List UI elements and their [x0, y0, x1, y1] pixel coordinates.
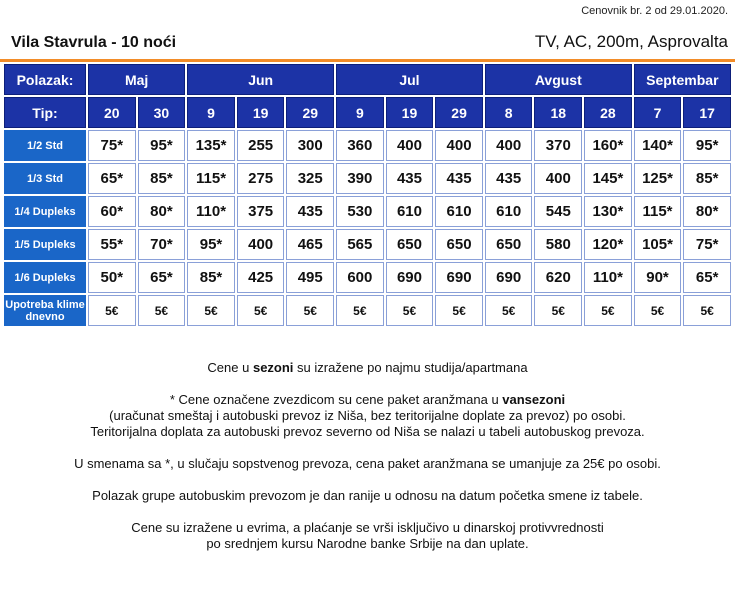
table-row	[4, 130, 731, 161]
price-table	[2, 62, 733, 328]
price-cell: 160*	[584, 130, 632, 161]
price-cell: 5€	[386, 295, 434, 326]
price-cell: 5€	[138, 295, 186, 326]
page-subtitle: TV, AC, 200m, Asprovalta	[534, 32, 728, 51]
price-cell: 465	[286, 229, 334, 260]
price-cell: 5€	[88, 295, 136, 326]
price-cell: 610	[386, 196, 434, 227]
room-type-label: 1/2 Std	[4, 130, 86, 161]
price-cell: 5€	[286, 295, 334, 326]
price-cell: 5€	[237, 295, 285, 326]
price-cell: 690	[485, 262, 533, 293]
price-cell: 530	[336, 196, 384, 227]
price-cell: 600	[336, 262, 384, 293]
price-cell: 60*	[88, 196, 136, 227]
day-header-row	[4, 97, 731, 128]
departure-day: 29	[435, 97, 483, 128]
room-type-label: Upotreba klime dnevno	[4, 295, 86, 326]
price-cell: 690	[386, 262, 434, 293]
price-cell: 140*	[634, 130, 682, 161]
price-cell: 130*	[584, 196, 632, 227]
month-header-row	[4, 64, 731, 95]
departure-day: 30	[138, 97, 186, 128]
price-cell: 125*	[634, 163, 682, 194]
departure-day: 8	[485, 97, 533, 128]
price-cell: 650	[435, 229, 483, 260]
price-cell: 400	[435, 130, 483, 161]
note-season: Cene u sezoni su izražene po najmu studija/apartmana	[207, 360, 528, 375]
price-cell: 610	[485, 196, 533, 227]
price-cell: 95*	[138, 130, 186, 161]
page-title: Vila Stavrula - 10 noći	[11, 34, 177, 51]
price-cell: 425	[237, 262, 285, 293]
price-cell: 80*	[683, 196, 731, 227]
price-cell: 435	[435, 163, 483, 194]
price-cell: 75*	[88, 130, 136, 161]
price-cell: 435	[485, 163, 533, 194]
price-cell: 75*	[683, 229, 731, 260]
price-cell: 370	[534, 130, 582, 161]
price-cell: 5€	[534, 295, 582, 326]
price-cell: 400	[386, 130, 434, 161]
month-header: Septembar	[634, 64, 731, 95]
price-cell: 105*	[634, 229, 682, 260]
price-cell: 435	[386, 163, 434, 194]
price-cell: 580	[534, 229, 582, 260]
price-cell: 115*	[634, 196, 682, 227]
price-cell: 5€	[584, 295, 632, 326]
price-cell: 360	[336, 130, 384, 161]
price-cell: 85*	[187, 262, 235, 293]
tip-label: Tip:	[4, 97, 86, 128]
price-cell: 565	[336, 229, 384, 260]
price-cell: 390	[336, 163, 384, 194]
price-cell: 115*	[187, 163, 235, 194]
departure-day: 17	[683, 97, 731, 128]
price-cell: 5€	[683, 295, 731, 326]
price-cell: 650	[485, 229, 533, 260]
price-cell: 50*	[88, 262, 136, 293]
price-cell: 65*	[88, 163, 136, 194]
price-cell: 135*	[187, 130, 235, 161]
table-row	[4, 262, 731, 293]
departure-day: 9	[336, 97, 384, 128]
price-cell: 65*	[683, 262, 731, 293]
price-cell: 95*	[187, 229, 235, 260]
price-cell: 690	[435, 262, 483, 293]
price-cell: 110*	[584, 262, 632, 293]
price-cell: 620	[534, 262, 582, 293]
departure-day: 29	[286, 97, 334, 128]
price-cell: 5€	[187, 295, 235, 326]
note-offseason: * Cene označene zvezdicom su cene paket aranžmana u vansezoni (uračunat smeštaj i autobuski prevoz iz Niša, bez teritorijalne doplate za prevoz) po osobi. Teritorijalna doplata za autobuski prevoz severno od Niša se nalazi u tabeli autobuskog prevoza.	[90, 392, 645, 439]
price-cell: 650	[386, 229, 434, 260]
table-row	[4, 163, 731, 194]
price-cell: 325	[286, 163, 334, 194]
note-own-transport: U smenama sa *, u slučaju sopstvenog prevoza, cena paket aranžmana se umanjuje za 25€ po osobi.	[74, 456, 661, 471]
price-cell: 495	[286, 262, 334, 293]
departure-day: 7	[634, 97, 682, 128]
room-type-label: 1/6 Dupleks	[4, 262, 86, 293]
price-cell: 65*	[138, 262, 186, 293]
price-cell: 80*	[138, 196, 186, 227]
departure-day: 19	[386, 97, 434, 128]
room-type-label: 1/4 Dupleks	[4, 196, 86, 227]
price-cell: 400	[237, 229, 285, 260]
price-cell: 545	[534, 196, 582, 227]
note-currency: Cene su izražene u evrima, a plaćanje se vrši isključivo u dinarskoj protivvrednosti po srednjem kursu Narodne banke Srbije na dan uplate.	[131, 520, 604, 551]
month-header: Jul	[336, 64, 483, 95]
note-departure: Polazak grupe autobuskim prevozom je dan ranije u odnosu na datum početka smene iz tabele.	[92, 488, 643, 503]
departure-day: 9	[187, 97, 235, 128]
price-cell: 70*	[138, 229, 186, 260]
table-row	[4, 229, 731, 260]
departure-day: 19	[237, 97, 285, 128]
departure-day: 28	[584, 97, 632, 128]
month-header: Jun	[187, 64, 334, 95]
price-cell: 85*	[138, 163, 186, 194]
price-cell: 55*	[88, 229, 136, 260]
price-cell: 400	[485, 130, 533, 161]
price-cell: 435	[286, 196, 334, 227]
price-cell: 300	[286, 130, 334, 161]
price-cell: 5€	[485, 295, 533, 326]
price-cell: 110*	[187, 196, 235, 227]
price-list-number: Cenovnik br. 2 od 29.01.2020.	[581, 5, 728, 17]
departure-day: 20	[88, 97, 136, 128]
polazak-label: Polazak:	[4, 64, 86, 95]
price-cell: 610	[435, 196, 483, 227]
price-cell: 145*	[584, 163, 632, 194]
price-cell: 95*	[683, 130, 731, 161]
price-cell: 255	[237, 130, 285, 161]
price-cell: 85*	[683, 163, 731, 194]
price-cell: 5€	[336, 295, 384, 326]
price-cell: 400	[534, 163, 582, 194]
month-header: Maj	[88, 64, 185, 95]
room-type-label: 1/3 Std	[4, 163, 86, 194]
price-cell: 5€	[435, 295, 483, 326]
departure-day: 18	[534, 97, 582, 128]
table-row	[4, 295, 731, 326]
table-row	[4, 196, 731, 227]
price-cell: 375	[237, 196, 285, 227]
notes-section	[0, 360, 735, 568]
price-cell: 5€	[634, 295, 682, 326]
price-cell: 275	[237, 163, 285, 194]
month-header: Avgust	[485, 64, 632, 95]
price-cell: 120*	[584, 229, 632, 260]
price-cell: 90*	[634, 262, 682, 293]
room-type-label: 1/5 Dupleks	[4, 229, 86, 260]
